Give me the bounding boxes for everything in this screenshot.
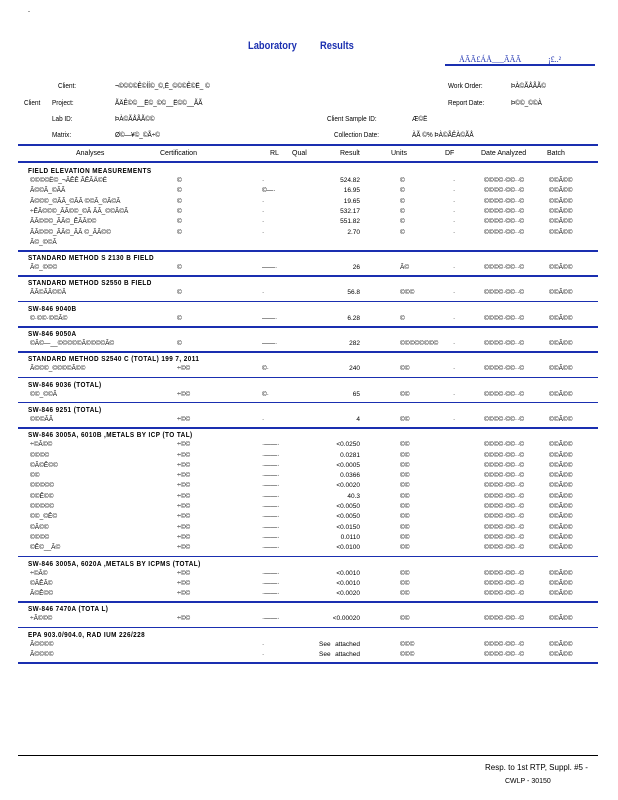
section-title: SW-846 9050A: [28, 329, 77, 338]
cell-batch: ©©Ã©©: [549, 472, 573, 480]
section-title: SW-846 9251 (TOTAL): [28, 404, 102, 414]
cell-name: ©©©©©: [30, 503, 54, 510]
cell-name: ©Ã©—__©©©©©Ã©©©©Ã©: [30, 340, 115, 347]
cell-rl: ·——·: [262, 544, 280, 552]
cell-df: ·: [453, 314, 456, 322]
cell-result: 2.70: [347, 228, 360, 236]
section-rule: [18, 275, 598, 277]
reportdate-value: Þ©©_©©À: [511, 98, 542, 107]
cell-rl: ——·: [262, 314, 278, 322]
cell-rl: ©·: [262, 365, 269, 373]
cell-cert: ©: [177, 228, 182, 236]
cell-name: ÃÃ©©©_ÃÃ©_ÊÃÃ©©: [30, 218, 97, 226]
cell-result: 0.0366: [340, 472, 360, 480]
cell-units: Ã©: [400, 264, 410, 272]
cell-date: ©©©©·©©··©: [484, 569, 525, 577]
collection-date-label: Collection Date:: [334, 130, 380, 139]
cell-cert: ÷©©: [177, 544, 191, 552]
cell-result: <0.0250: [336, 441, 360, 449]
section-title: EPA 903.0/904.0, RAD IUM 226/228: [28, 629, 146, 639]
cell-rl: ·: [262, 415, 265, 423]
cell-cert: ©: [177, 207, 182, 215]
cell-batch: ©©Ã©©: [549, 533, 573, 541]
cell-name: Ã©©Ã_©ÃÃ: [30, 187, 66, 195]
collection-date-value: ÀÃ ©% ÞÀ©ÃÊÀ©ÃÅ: [412, 130, 474, 139]
cell-rl: ·——·: [262, 615, 280, 623]
cell-df: ·: [453, 207, 456, 215]
cell-date: ©©©©·©©··©: [484, 177, 525, 184]
cell-rl: ·——·: [262, 492, 280, 500]
section-rule: [18, 377, 598, 379]
cell-date: ©©©©·©©··©: [484, 640, 525, 648]
header-rule: [18, 144, 598, 146]
cell-result: 56.8: [347, 289, 360, 297]
cell-batch: ©©Ã©©: [549, 177, 573, 184]
cell-rl: ·: [262, 207, 265, 215]
cell-units: ©©: [400, 451, 410, 459]
cell-name: ÃÃ©©©_ÃÃ©_ÃÃ ©_ÃÃ©©: [30, 228, 111, 236]
cell-result: 16.95: [343, 187, 360, 195]
cell-df: ·: [453, 340, 456, 347]
cell-result: 524.82: [340, 177, 360, 184]
cell-batch: ©©Ã©©: [549, 451, 573, 459]
cell-rl: ·——·: [262, 482, 280, 490]
cell-batch: ©©Ã©©: [549, 640, 573, 648]
section-title: STANDARD METHOD S2550 B FIELD: [28, 278, 152, 288]
cell-rl: ·——·: [262, 569, 280, 577]
cell-batch: ©©Ã©©: [549, 197, 573, 205]
section-title: STANDARD METHOD S 2130 B FIELD: [28, 253, 154, 263]
cell-cert: ©: [177, 218, 182, 226]
cell-name: Ã©_©©Ã: [30, 238, 57, 246]
cell-result: 19.65: [343, 197, 360, 205]
cell-qual: See: [319, 640, 331, 648]
cell-batch: ©©Ã©©: [549, 314, 573, 322]
cell-date: ©©©©·©©··©: [484, 451, 525, 459]
cell-name: ©·©©·©©Ã©: [30, 314, 68, 322]
section-rule: [18, 301, 598, 303]
cell-name: ©Ã©©: [30, 523, 49, 531]
cell-date: ©©©©·©©··©: [484, 314, 525, 322]
cell-units: ©©: [400, 569, 410, 577]
client-sample-id-value: Æ©Ë: [412, 114, 428, 123]
section-title: FIELD ELEVATION MEASUREMENTS: [28, 166, 152, 175]
cell-cert: ÷©©: [177, 441, 191, 449]
cell-cert: ÷©©: [177, 415, 191, 423]
cell-date: ©©©©·©©··©: [484, 579, 525, 587]
cell-df: ·: [453, 264, 456, 272]
cell-units: ©: [400, 187, 405, 195]
cell-result: 551.82: [340, 218, 360, 226]
cell-rl: ·——·: [262, 590, 280, 598]
cell-result: <0.0020: [336, 482, 360, 490]
cell-name: Ã©Ê©©: [30, 590, 54, 598]
cell-name: ÷ÊÃ©©©_ÃÃ©©_©Ã ÃÃ_©©Ã©Ã: [30, 207, 129, 215]
cell-units: ©©: [400, 415, 410, 423]
col-analyses: Analyses: [76, 150, 105, 157]
cell-date: ©©©©·©©··©: [484, 590, 525, 598]
col-qual: Qual: [292, 150, 307, 157]
cell-date: ©©©©·©©··©: [484, 207, 525, 215]
column-header-rule: [18, 161, 598, 163]
cell-rl: ·: [262, 197, 265, 205]
cell-date: ©©©©·©©··©: [484, 513, 525, 521]
cell-rl: ·——·: [262, 579, 280, 587]
cell-result: 26: [352, 264, 360, 272]
cell-name: Ã©©©©: [30, 651, 54, 658]
section-title: SW-846 9036 (TOTAL): [28, 379, 102, 389]
cell-name: Ã©_©©©: [30, 264, 58, 272]
cell-rl: ·——·: [262, 461, 280, 469]
cell-df: ·: [453, 365, 456, 373]
cell-batch: ©©Ã©©: [549, 461, 573, 469]
matrix-label: Matrix:: [52, 130, 72, 139]
cell-date: ©©©©·©©··©: [484, 340, 525, 347]
cell-units: ©©: [400, 482, 410, 490]
cell-cert: ©: [177, 177, 182, 184]
cell-cert: ÷©©: [177, 533, 191, 541]
cell-result: 532.17: [340, 207, 360, 215]
cell-name: ©Ê©__Ã©: [30, 544, 61, 552]
cell-name: ©©_©©Ã: [30, 390, 58, 398]
cell-date: ©©©©·©©··©: [484, 365, 525, 373]
cell-name: ©©©©: [30, 533, 50, 541]
cell-rl: ·: [262, 651, 265, 658]
cell-date: ©©©©·©©··©: [484, 503, 525, 510]
section-rule: [18, 402, 598, 404]
top-code: ÅÃÃ£ÁÅ___ÃÃÃ: [459, 55, 522, 64]
cell-result: <0.0010: [336, 569, 360, 577]
cell-batch: ©©Ã©©: [549, 187, 573, 195]
section-rule: [18, 627, 598, 629]
labid-value: ÞÀ©ÃÅÃÃ©©: [115, 114, 155, 123]
cell-rl: ·: [262, 177, 265, 184]
section-rule: [18, 601, 598, 603]
cell-units: ©©: [400, 615, 410, 623]
cell-date: ©©©©·©©··©: [484, 264, 525, 272]
cell-batch: ©©Ã©©: [549, 207, 573, 215]
cell-cert: ÷©©: [177, 482, 191, 490]
footer-rule: [18, 755, 598, 756]
cell-batch: ©©Ã©©: [549, 513, 573, 521]
cell-rl: ·: [262, 228, 265, 236]
cell-cert: ÷©©: [177, 615, 191, 623]
cell-cert: ©: [177, 197, 182, 205]
cell-name: ÃÃ©ÃÃ©©Ã: [30, 289, 67, 297]
cell-rl: ·: [262, 640, 265, 648]
cell-result: 0.0110: [340, 533, 360, 541]
top-code-2: ¡£..²: [548, 55, 562, 64]
cell-batch: ©©Ã©©: [549, 544, 573, 552]
section-title: STANDARD METHOD S2540 C (TOTAL) 199 7, 2011: [28, 354, 200, 364]
cell-cert: ÷©©: [177, 451, 191, 459]
cell-cert: ©: [177, 187, 182, 195]
cell-result: 6.28: [347, 314, 360, 322]
cell-date: ©©©©·©©··©: [484, 615, 525, 623]
cell-rl: ·: [262, 218, 265, 226]
cell-name: ÷Ã©©©: [30, 615, 53, 623]
cell-units: ©©: [400, 503, 410, 510]
cell-date: ©©©©·©©··©: [484, 197, 525, 205]
col-batch: Batch: [547, 150, 565, 157]
cell-units: ©©: [400, 390, 410, 398]
cell-units: ©: [400, 218, 405, 226]
cell-units: ©©: [400, 461, 410, 469]
cell-df: ·: [453, 197, 456, 205]
cell-date: ©©©©·©©··©: [484, 533, 525, 541]
cell-name: ©©Ê©©: [30, 492, 54, 500]
cell-batch: ©©Ã©©: [549, 441, 573, 449]
reportdate-label: Report Date:: [448, 98, 485, 107]
cell-units: ©©: [400, 441, 410, 449]
cell-date: ©©©©·©©··©: [484, 415, 525, 423]
cell-result: <0.0020: [336, 590, 360, 598]
cell-date: ©©©©·©©··©: [484, 441, 525, 449]
cell-batch: ©©Ã©©: [549, 569, 573, 577]
cell-rl: ·——·: [262, 523, 280, 531]
cell-batch: ©©Ã©©: [549, 492, 573, 500]
cell-date: ©©©©·©©··©: [484, 228, 525, 236]
cell-df: ·: [453, 218, 456, 226]
cell-df: ·: [453, 390, 456, 398]
cell-cert: ©: [177, 314, 182, 322]
cell-result: 282: [349, 340, 360, 347]
cell-result: <0.0150: [336, 523, 360, 531]
cell-rl: ·——·: [262, 441, 280, 449]
project-prefix: Client: [24, 98, 41, 107]
cell-cert: ©: [177, 264, 182, 272]
project-label: Project:: [52, 98, 74, 107]
cell-name: ©Ã©Ê©©: [30, 461, 58, 469]
cell-name: Ã©©©©: [30, 640, 54, 648]
workorder-value: ÞÀ©ÃÅÃÃ©: [511, 81, 546, 90]
cell-units: ©©©©©©©©: [400, 340, 439, 347]
cell-rl: ·——·: [262, 503, 280, 510]
cell-date: ©©©©·©©··©: [484, 390, 525, 398]
cell-batch: ©©Ã©©: [549, 264, 573, 272]
cell-result: 0.0281: [340, 451, 360, 459]
cell-cert: ©: [177, 340, 182, 347]
cell-units: ©©: [400, 513, 410, 521]
cell-date: ©©©©·©©··©: [484, 218, 525, 226]
cell-df: ·: [453, 415, 456, 423]
cell-name: ©ÃÊÃ©: [30, 579, 53, 587]
cell-date: ©©©©·©©··©: [484, 492, 525, 500]
col-result: Result: [340, 150, 360, 157]
cell-df: ·: [453, 187, 456, 195]
section-title: SW-846 3005A, 6010B ,METALS BY ICP (TO TAL): [28, 430, 193, 440]
cell-name: ©©©ÃÃ: [30, 415, 54, 423]
cell-result: 40.3: [347, 492, 360, 500]
cell-name: Ã©©©_©ÃÃ_©ÃÃ ©©Ã_©Ã©Ã: [30, 197, 121, 205]
labid-label: Lab ID:: [52, 114, 73, 123]
cell-rl: ©·: [262, 390, 269, 398]
cell-result: <0.0005: [336, 461, 360, 469]
cell-cert: ÷©©: [177, 590, 191, 598]
cell-units: ©©: [400, 472, 410, 480]
matrix-value: Ø©—¥©_©Ã÷©: [115, 130, 160, 139]
cell-result: <0.0010: [336, 579, 360, 587]
cell-name: Ã©©©_©©©©Ã©©: [30, 365, 86, 373]
title-results: Results: [320, 40, 354, 52]
cell-batch: ©©Ã©©: [549, 365, 573, 373]
cell-rl: ·——·: [262, 533, 280, 541]
footer-code: CWLP - 30150: [505, 778, 551, 785]
cell-result: 4: [356, 415, 360, 423]
cell-units: ©©©: [400, 640, 415, 648]
cell-df: ·: [453, 228, 456, 236]
cell-units: ©©©: [400, 289, 415, 297]
client-label: Client:: [58, 81, 77, 90]
cell-rl: ·——·: [262, 472, 280, 480]
cell-batch: ©©Ã©©: [549, 415, 573, 423]
cell-units: ©©©: [400, 651, 415, 658]
cell-date: ©©©©·©©··©: [484, 472, 525, 480]
cell-units: ©: [400, 177, 405, 184]
cell-cert: ÷©©: [177, 461, 191, 469]
cell-date: ©©©©·©©··©: [484, 187, 525, 195]
section-title: SW-846 3005A, 6020A ,METALS BY ICPMS (TOTAL): [28, 558, 201, 568]
cell-cert: ÷©©: [177, 492, 191, 500]
cell-batch: ©©Ã©©: [549, 482, 573, 490]
cell-date: ©©©©·©©··©: [484, 544, 525, 552]
cell-cert: ÷©©: [177, 503, 191, 510]
cell-name: ©©: [30, 472, 40, 480]
cell-name: ÷©Ã©©: [30, 441, 53, 449]
cell-rl: ·: [262, 289, 265, 297]
section-rule: [18, 662, 598, 664]
workorder-label: Work Order:: [448, 81, 483, 90]
cell-date: ©©©©·©©··©: [484, 651, 525, 658]
cell-batch: ©©Ã©©: [549, 579, 573, 587]
cell-df: ·: [453, 177, 456, 184]
section-rule: [18, 351, 598, 353]
corner-mark: -: [28, 9, 30, 15]
cell-batch: ©©Ã©©: [549, 523, 573, 531]
cell-name: ÷©Ã©: [30, 569, 48, 577]
cell-units: ©: [400, 207, 405, 215]
cell-df: ·: [453, 289, 456, 297]
col-rl: RL: [270, 150, 279, 157]
cell-result: attached: [335, 651, 360, 658]
cell-date: ©©©©·©©··©: [484, 482, 525, 490]
cell-units: ©: [400, 228, 405, 236]
cell-units: ©©: [400, 533, 410, 541]
cell-batch: ©©Ã©©: [549, 615, 573, 623]
col-units: Units: [391, 150, 407, 157]
cell-batch: ©©Ã©©: [549, 651, 573, 658]
cell-cert: ©: [177, 289, 182, 297]
cell-units: ©©: [400, 492, 410, 500]
cell-cert: ÷©©: [177, 365, 191, 373]
cell-batch: ©©Ã©©: [549, 228, 573, 236]
col-date-analyzed: Date Analyzed: [481, 150, 527, 157]
cell-units: ©©: [400, 590, 410, 598]
col-df: DF: [445, 150, 455, 157]
top-code-underline: [445, 64, 595, 66]
title-laboratory: Laboratory: [248, 40, 297, 52]
cell-name: ©©_©Ê©: [30, 513, 58, 521]
cell-rl: ·——·: [262, 513, 280, 521]
cell-units: ©: [400, 314, 405, 322]
cell-result: <0.0050: [336, 503, 360, 510]
cell-date: ©©©©·©©··©: [484, 461, 525, 469]
cell-cert: ÷©©: [177, 513, 191, 521]
section-rule: [18, 556, 598, 558]
cell-result: <0.0100: [336, 544, 360, 552]
cell-rl: ©—·: [262, 187, 276, 195]
cell-cert: ÷©©: [177, 579, 191, 587]
section-title: SW-846 9040B: [28, 303, 77, 313]
cell-cert: ÷©©: [177, 390, 191, 398]
cell-cert: ÷©©: [177, 569, 191, 577]
project-value: ÃÄÊ©©__Ë©_©©__Ë©©__ÃÃ: [115, 98, 203, 107]
cell-name: ©©©©: [30, 451, 50, 459]
cell-result: attached: [335, 640, 360, 648]
client-sample-id-label: Client Sample ID:: [327, 114, 377, 123]
cell-cert: ÷©©: [177, 523, 191, 531]
cell-result: 65: [352, 390, 360, 398]
cell-units: ©©: [400, 365, 410, 373]
cell-batch: ©©Ã©©: [549, 289, 573, 297]
section-rule: [18, 250, 598, 252]
cell-name: ©©©©Ë©_¬ÃÊÊ ÃÊÃÄ©Ë: [30, 177, 107, 184]
cell-rl: ——·: [262, 264, 278, 272]
cell-result: <0.0050: [336, 513, 360, 521]
footer-resp: Resp. to 1st RTP, Suppl. #5 -: [485, 763, 588, 772]
cell-rl: ·——·: [262, 451, 280, 459]
cell-batch: ©©Ã©©: [549, 590, 573, 598]
cell-name: ©©©©©: [30, 482, 54, 490]
cell-date: ©©©©·©©··©: [484, 289, 525, 297]
cell-units: ©: [400, 197, 405, 205]
section-rule: [18, 326, 598, 328]
cell-units: ©©: [400, 579, 410, 587]
cell-batch: ©©Ã©©: [549, 218, 573, 226]
cell-cert: ÷©©: [177, 472, 191, 480]
client-value: ¬©©©©Ê©ÍÍ©_©,Ë_©©©Ê©Ë_ ©: [115, 81, 210, 90]
cell-batch: ©©Ã©©: [549, 503, 573, 510]
cell-units: ©©: [400, 523, 410, 531]
section-rule: [18, 427, 598, 429]
cell-rl: ——·: [262, 340, 278, 347]
cell-units: ©©: [400, 544, 410, 552]
cell-result: 240: [349, 365, 360, 373]
cell-qual: See: [319, 651, 331, 658]
col-certification: Certification: [160, 150, 197, 157]
cell-date: ©©©©·©©··©: [484, 523, 525, 531]
cell-result: <0.00020: [332, 615, 360, 623]
section-title: SW-846 7470A (TOTA L): [28, 604, 109, 614]
cell-batch: ©©Ã©©: [549, 340, 573, 347]
cell-batch: ©©Ã©©: [549, 390, 573, 398]
